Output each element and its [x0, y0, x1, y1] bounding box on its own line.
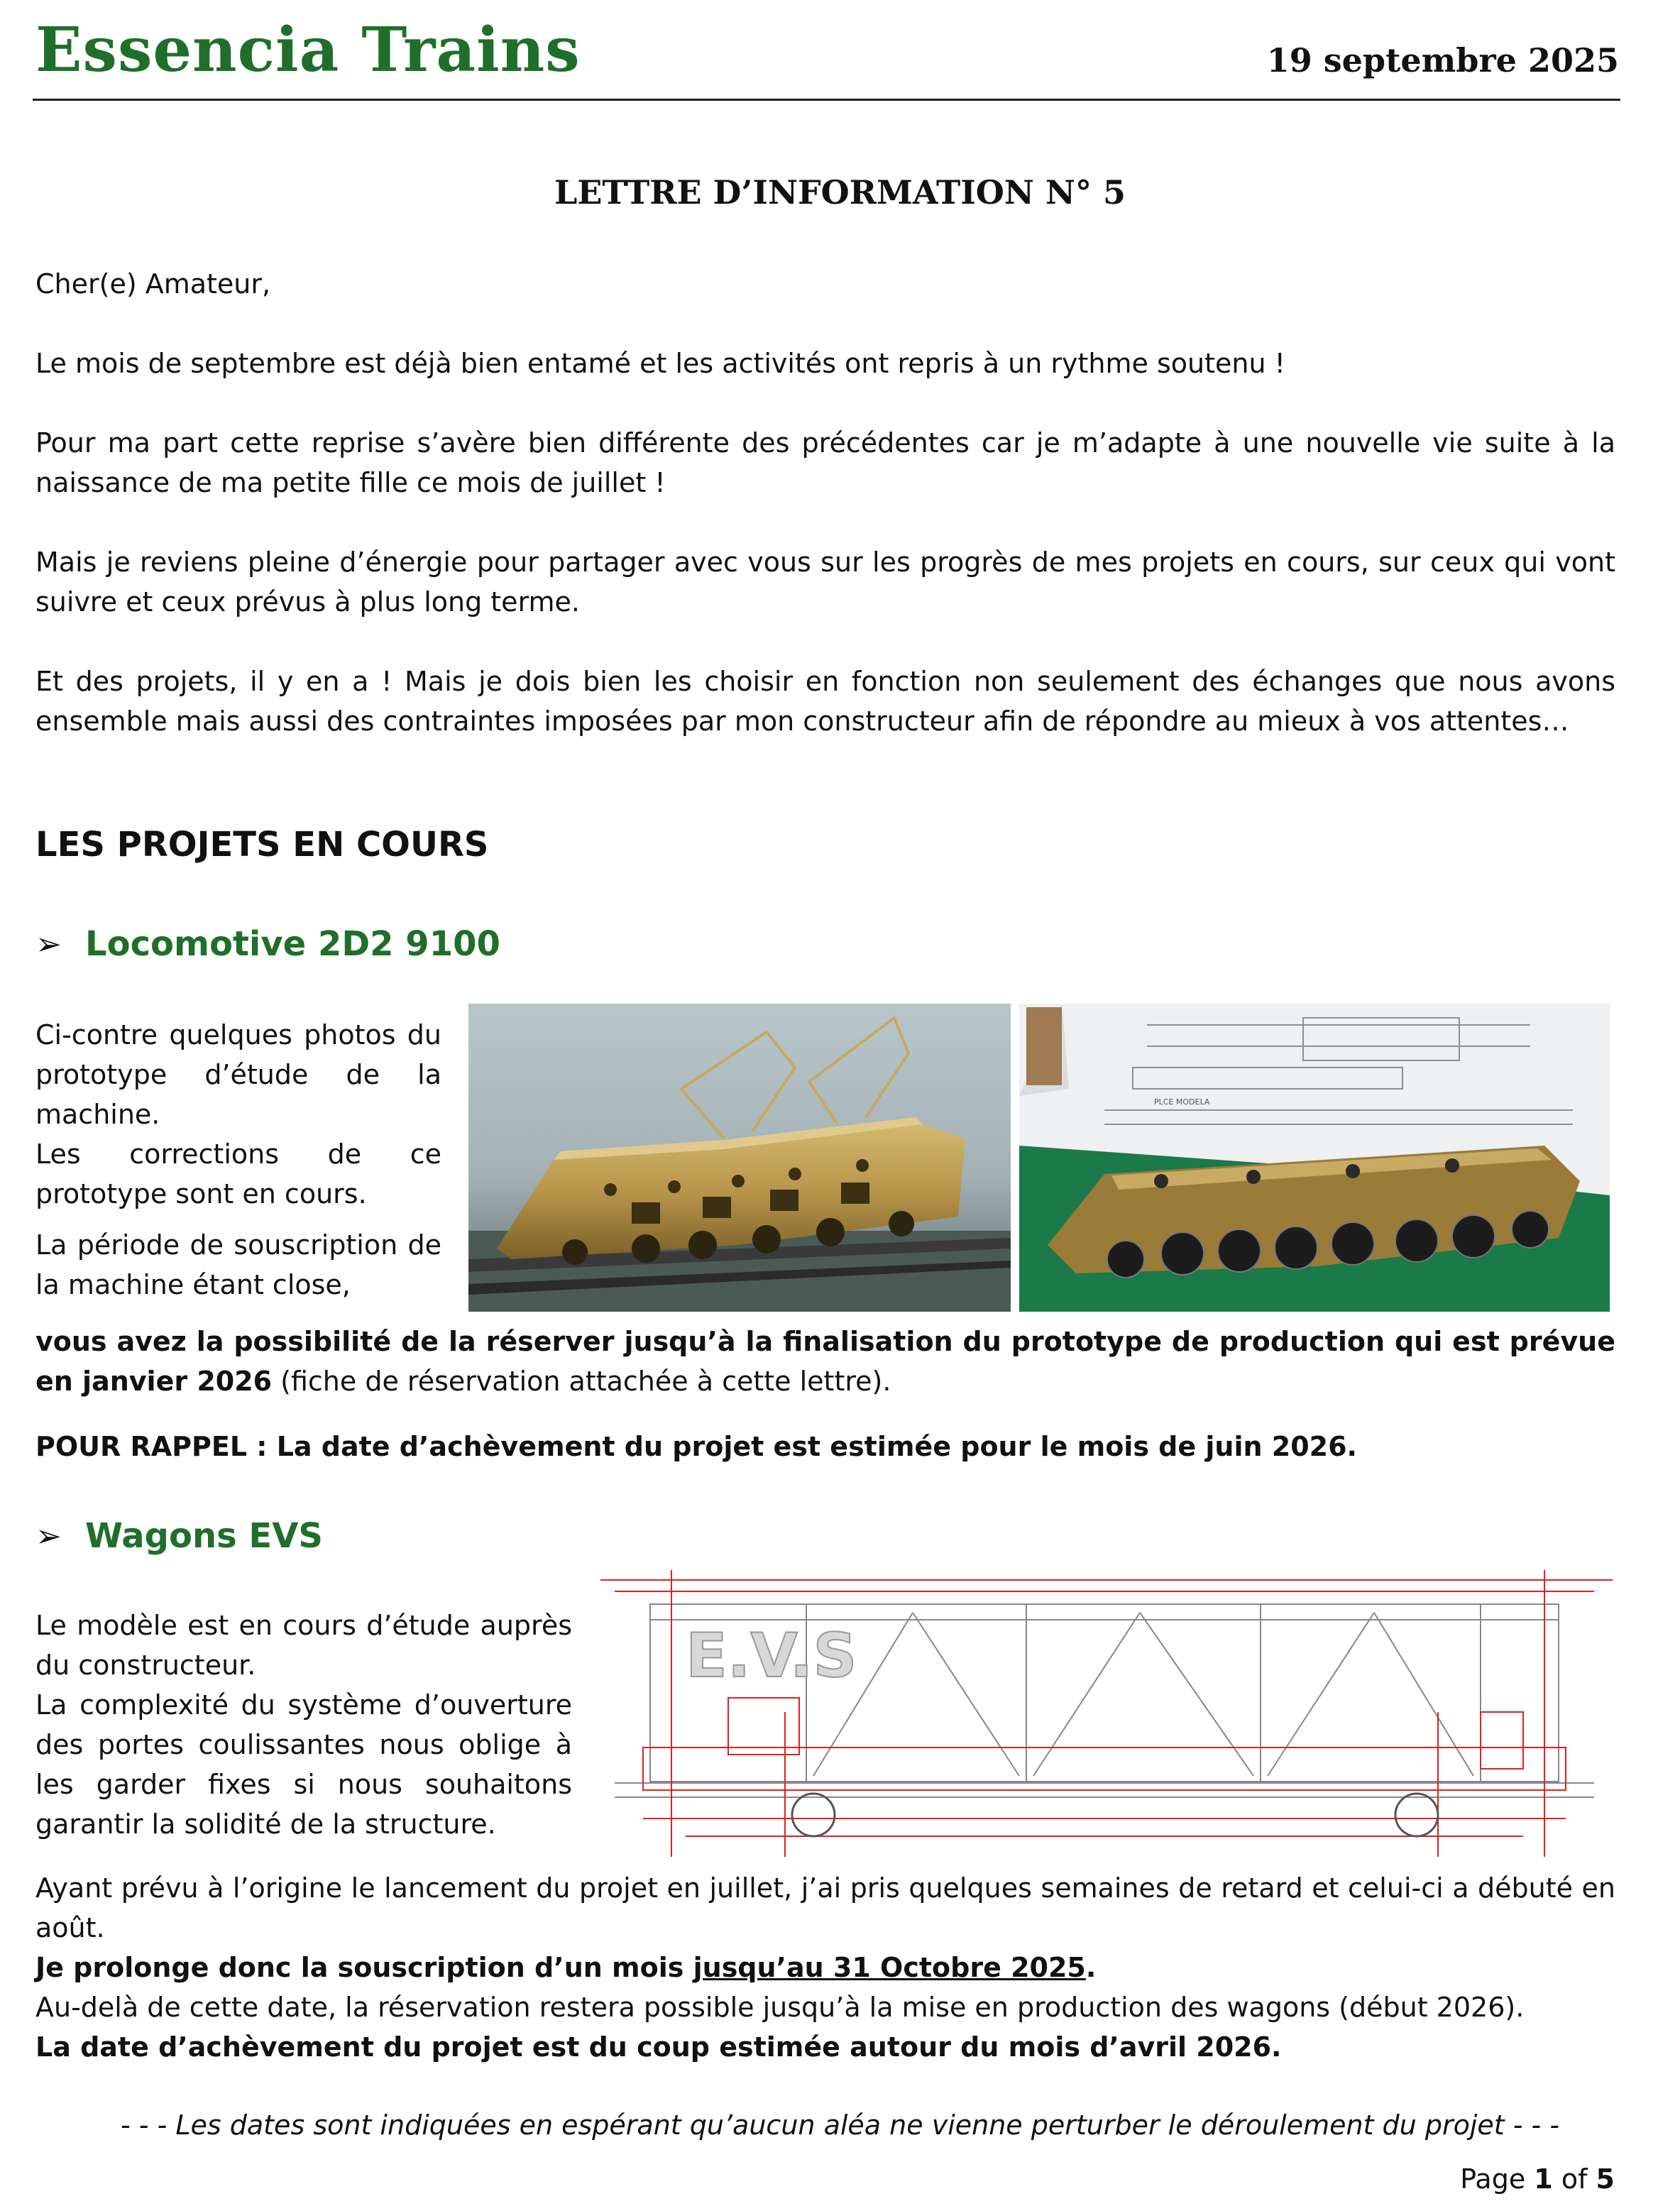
wagon-paragraph-2: La complexité du système d’ouverture des portes coulissantes nous oblige à les garder fixes si nous souhaitons garantir la solidité de la structure. [35, 1689, 572, 1840]
intro-paragraph-1: Le mois de septembre est déjà bien entamé et les activités ont repris à un rythme soutenu ! [35, 348, 1285, 379]
loco-paragraph-3-start: La période de souscription de la machine étant close, [35, 1229, 441, 1300]
wagon-heading-text: Wagons EVS [85, 1516, 323, 1556]
wagon-paragraph-5: Au-delà de cette date, la réservation restera possible jusqu’à la mise en production des wagons (début 2026). [35, 1992, 1525, 2023]
letter-header [33, 14, 1620, 101]
arrow-bullet-icon: ➢ [35, 1518, 62, 1554]
intro-paragraph-3: Mais je reviens pleine d’énergie pour partager avec vous sur les progrès de mes projets en cours, sur ceux qui vont suivre et ceux prévus à plus long terme. [35, 547, 1615, 618]
page-prefix: Page [1460, 2163, 1534, 2195]
wagon-technical-drawing [600, 1570, 1613, 1857]
wagon-extension-text [35, 1948, 1615, 1987]
page-total: 5 [1596, 2163, 1615, 2195]
loco-chassis-photo [1019, 1004, 1610, 1312]
loco-paragraph-1: Ci-contre quelques photos du prototype d’étude de la machine. [35, 1019, 441, 1130]
loco-reservation-text [35, 1322, 1615, 1401]
wagon-extension-deadline: jusqu’au 31 Octobre 2025 [693, 1952, 1086, 1983]
arrow-bullet-icon: ➢ [35, 926, 62, 962]
page-current: 1 [1534, 2163, 1553, 2195]
loco-rappel: POUR RAPPEL : La date d’achèvement du projet est estimée pour le mois de juin 2026. [35, 1431, 1357, 1462]
section-heading: LES PROJETS EN COURS [35, 825, 489, 865]
loco-side-text [35, 1015, 441, 1305]
letter-date: 19 septembre 2025 [1266, 41, 1619, 79]
intro-paragraph-2: Pour ma part cette reprise s’avère bien différente des précédentes car je m’adapte à une nouvelle vie suite à la naissance de ma petite fille ce mois de juillet ! [35, 427, 1615, 498]
loco-paragraph-2: Les corrections de ce prototype sont en cours. [35, 1139, 441, 1209]
wagon-heading [35, 1516, 323, 1556]
greeting: Cher(e) Amateur, [35, 268, 271, 300]
wagon-drawing-label: E.V.S [686, 1620, 857, 1691]
page-number [1460, 2163, 1615, 2195]
wagon-extension-lead: Je prolonge donc la souscription d’un mois [35, 1952, 693, 1983]
loco-reservation-bold: vous avez la possibilité de la réserver jusqu’à la finalisation du prototype de production qui est prévue en janvier 2026 [35, 1326, 1615, 1397]
brand-title: Essencia Trains [35, 14, 581, 86]
page-mid: of [1552, 2163, 1596, 2195]
wagon-extension-dot: . [1085, 1952, 1097, 1983]
newsletter-title: LETTRE D’INFORMATION N° 5 [554, 173, 1126, 212]
plan-label: PLCE MODELA [1154, 1097, 1210, 1107]
loco-reservation-end: (fiche de réservation attachée à cette lettre). [272, 1366, 891, 1397]
loco-prototype-photo [468, 1004, 1011, 1312]
intro-paragraph-4: Et des projets, il y en a ! Mais je dois bien les choisir en fonction non seulement des échanges que nous avons ensemble mais aussi des contraintes imposées par mon constructeur afin de répondre au mieux à vos attentes… [35, 666, 1615, 737]
wagon-side-text [35, 1606, 572, 1844]
wagon-paragraph-3: Ayant prévu à l’origine le lancement du projet en juillet, j’ai pris quelques semaines de retard et celui-ci a débuté en août. [35, 1872, 1615, 1943]
wagon-paragraph-1: Le modèle est en cours d’étude auprès du constructeur. [35, 1610, 572, 1681]
loco-heading [35, 924, 500, 964]
loco-heading-text: Locomotive 2D2 9100 [85, 924, 500, 964]
wagon-completion-date: La date d’achèvement du projet est du coup estimée autour du mois d’avril 2026. [35, 2031, 1282, 2063]
footer-note: - - - Les dates sont indiquées en espérant qu’aucun aléa ne vienne perturber le déroulement du projet - - - [120, 2109, 1560, 2141]
